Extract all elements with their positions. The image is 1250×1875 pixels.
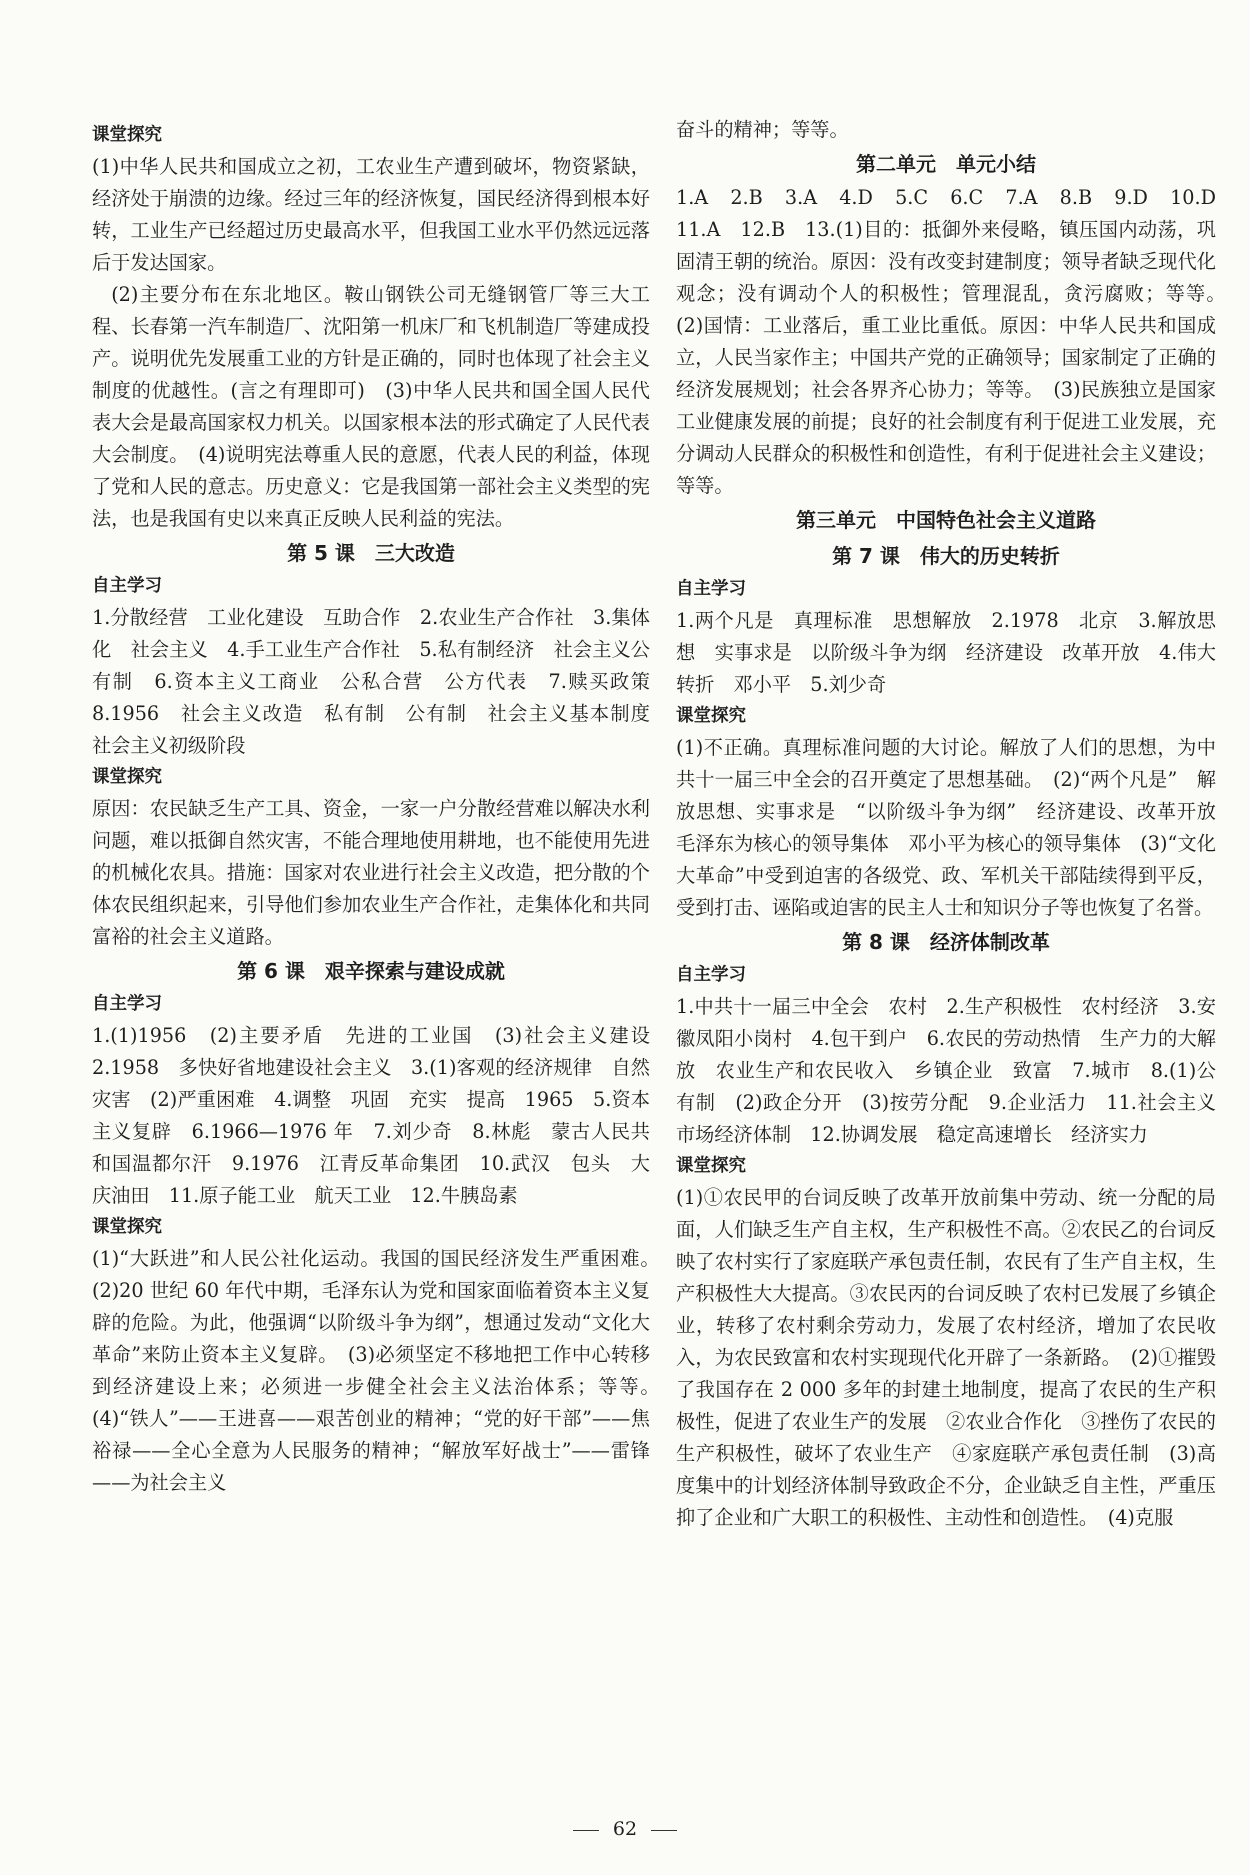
answer-paragraph: 1.(1)1956 (2)主要矛盾 先进的工业国 (3)社会主义建设 2.1958 多快好省地建设社会主义 3.(1)客观的经济规律 自然灾害 (2)严重困难 4.调整 巩固 充实 提高 1965 5.资本主义复辟 6.1966—1976 年 7.刘少奇 8.林彪 蒙古人民共和国温都尔汗 9.1976 江青反革命集团 10.武汉 包头 大庆油田 11.原子能工业 航天工业 12.牛胰岛素 bbox=[92, 1024, 670, 1207]
unit-title: 第三单元 中国特色社会主义道路 bbox=[796, 508, 1096, 532]
section-heading: 课堂探究 bbox=[676, 1156, 746, 1176]
lesson-title: 第 7 课 伟大的历史转折 bbox=[832, 544, 1060, 568]
section-heading: 课堂探究 bbox=[676, 706, 746, 726]
right-column bbox=[676, 114, 1236, 1534]
answer-paragraph: (1)中华人民共和国成立之初，工农业生产遭到破坏，物资紧缺，经济处于崩溃的边缘。经过三年的经济恢复，国民经济得到根本好转，工业生产已经超过历史最高水平，但我国工业水平仍然远远落后于发达国家。 bbox=[92, 155, 650, 274]
answer-paragraph: (1)“大跃进”和人民公社化运动。我国的国民经济发生严重困难。 (2)20 世纪 60 年代中期，毛泽东认为党和国家面临着资本主义复辟的危险。为此，他强调“以阶级斗争为纲”，想通过发动“文化大革命”来防止资本主义复辟。 (3)必须坚定不移地把工作中心转移到经济建设上来；必须进一步健全社会主义法治体系；等等。 (4)“铁人”——王进喜——艰苦创业的精神；“党的好干部”——焦裕禄——全心全意为人民服务的精神；“解放军好战士”——雷锋——为社会主义 bbox=[92, 1247, 670, 1494]
answer-paragraph: (1)不正确。真理标准问题的大讨论。解放了人们的思想，为中共十一届三中全会的召开奠定了思想基础。 (2)“两个凡是” 解放思想、实事求是 “以阶级斗争为纲” 经济建设、改革开放 毛泽东为核心的领导集体 邓小平为核心的领导集体 (3)“文化大革命”中受到迫害的各级党、政、军机关干部陆续得到平反，受到打击、诬陷或迫害的民主人士和知识分子等也恢复了名誉。 bbox=[676, 736, 1236, 919]
section-heading: 课堂探究 bbox=[92, 767, 162, 787]
page-number-dash bbox=[651, 1830, 677, 1831]
page-number-dash bbox=[573, 1830, 599, 1831]
answer-paragraph: 1.分散经营 工业化建设 互助合作 2.农业生产合作社 3.集体化 社会主义 4.手工业生产合作社 5.私有制经济 社会主义公有制 6.资本主义工商业 公私合营 公方代表 7.赎买政策 8.1956 社会主义改造 私有制 公有制 社会主义基本制度 社会主义初级阶段 bbox=[92, 606, 670, 757]
page-number bbox=[0, 1818, 1250, 1840]
lesson-title: 第 8 课 经济体制改革 bbox=[842, 930, 1050, 954]
page-number-value: 62 bbox=[612, 1818, 638, 1840]
section-heading: 自主学习 bbox=[676, 965, 746, 985]
unit-title: 第二单元 单元小结 bbox=[856, 152, 1036, 176]
answer-paragraph: 原因：农民缺乏生产工具、资金，一家一户分散经营难以解决水利问题，难以抵御自然灾害，不能合理地使用耕地，也不能使用先进的机械化农具。措施：国家对农业进行社会主义改造，把分散的个体农民组织起来，引导他们参加农业生产合作社，走集体化和共同富裕的社会主义道路。 bbox=[92, 797, 650, 948]
section-heading: 自主学习 bbox=[92, 994, 162, 1014]
section-heading: 课堂探究 bbox=[92, 1217, 162, 1237]
answer-paragraph: 1.A 2.B 3.A 4.D 5.C 6.C 7.A 8.B 9.D 10.D 11.A 12.B 13.(1)目的：抵御外来侵略，镇压国内动荡，巩固清王朝的统治。原因：没有改变封建制度；领导者缺乏现代化观念；没有调动个人的积极性；管理混乱，贪污腐败；等等。 (2)国情：工业落后，重工业比重低。原因：中华人民共和国成立，人民当家作主；中国共产党的正确领导；国家制定了正确的经济发展规划；社会各界齐心协力；等等。 (3)民族独立是国家工业健康发展的前提；良好的社会制度有利于促进工业发展，充分调动人民群众的积极性和创造性，有利于促进社会主义建设；等等。 bbox=[676, 186, 1236, 497]
answer-paragraph: 1.两个凡是 真理标准 思想解放 2.1978 北京 3.解放思想 实事求是 以阶级斗争为纲 经济建设 改革开放 4.伟大转折 邓小平 5.刘少奇 bbox=[676, 609, 1216, 696]
left-column bbox=[92, 120, 670, 1499]
section-heading: 课堂探究 bbox=[92, 125, 162, 145]
lesson-title: 第 5 课 三大改造 bbox=[287, 541, 455, 565]
answer-paragraph: 1.中共十一届三中全会 农村 2.生产积极性 农村经济 3.安徽凤阳小岗村 4.包干到户 6.农民的劳动热情 生产力的大解放 农业生产和农民收入 乡镇企业 致富 7.城市 8.(1)公有制 (2)政企分开 (3)按劳分配 9.企业活力 11.社会主义市场经济体制 12.协调发展 稳定高速增长 经济实力 bbox=[676, 995, 1216, 1146]
answer-paragraph: 奋斗的精神；等等。 bbox=[676, 118, 849, 141]
lesson-title: 第 6 课 艰辛探索与建设成就 bbox=[237, 959, 505, 983]
section-heading: 自主学习 bbox=[92, 576, 162, 596]
answer-paragraph: (1)①农民甲的台词反映了改革开放前集中劳动、统一分配的局面，人们缺乏生产自主权，生产积极性不高。②农民乙的台词反映了农村实行了家庭联产承包责任制，农民有了生产自主权，生产积极性大大提高。③农民丙的台词反映了农村已发展了乡镇企业，转移了农村剩余劳动力，发展了农村经济，增加了农民收入，为农民致富和农村实现现代化开辟了一条新路。 (2)①摧毁了我国存在 2 000 多年的封建土地制度，提高了农民的生产积极性，促进了农业生产的发展 ②农业合作化 ③挫伤了农民的生产积极性，破坏了农业生产 ④家庭联产承包责任制 (3)高度集中的计划经济体制导致政企不分，企业缺乏自主性，严重压抑了企业和广大职工的积极性、主动性和创造性。 (4)克服 bbox=[676, 1186, 1216, 1529]
section-heading: 自主学习 bbox=[676, 579, 746, 599]
answer-paragraph: (2)主要分布在东北地区。鞍山钢铁公司无缝钢管厂等三大工程、长春第一汽车制造厂、沈阳第一机床厂和飞机制造厂等建成投产。说明优先发展重工业的方针是正确的，同时也体现了社会主义制度的优越性。(言之有理即可) (3)中华人民共和国全国人民代表大会是最高国家权力机关。以国家根本法的形式确定了人民代表大会制度。 (4)说明宪法尊重人民的意愿，代表人民的利益，体现了党和人民的意志。历史意义：它是我国第一部社会主义类型的宪法，也是我国有史以来真正反映人民利益的宪法。 bbox=[92, 283, 650, 530]
